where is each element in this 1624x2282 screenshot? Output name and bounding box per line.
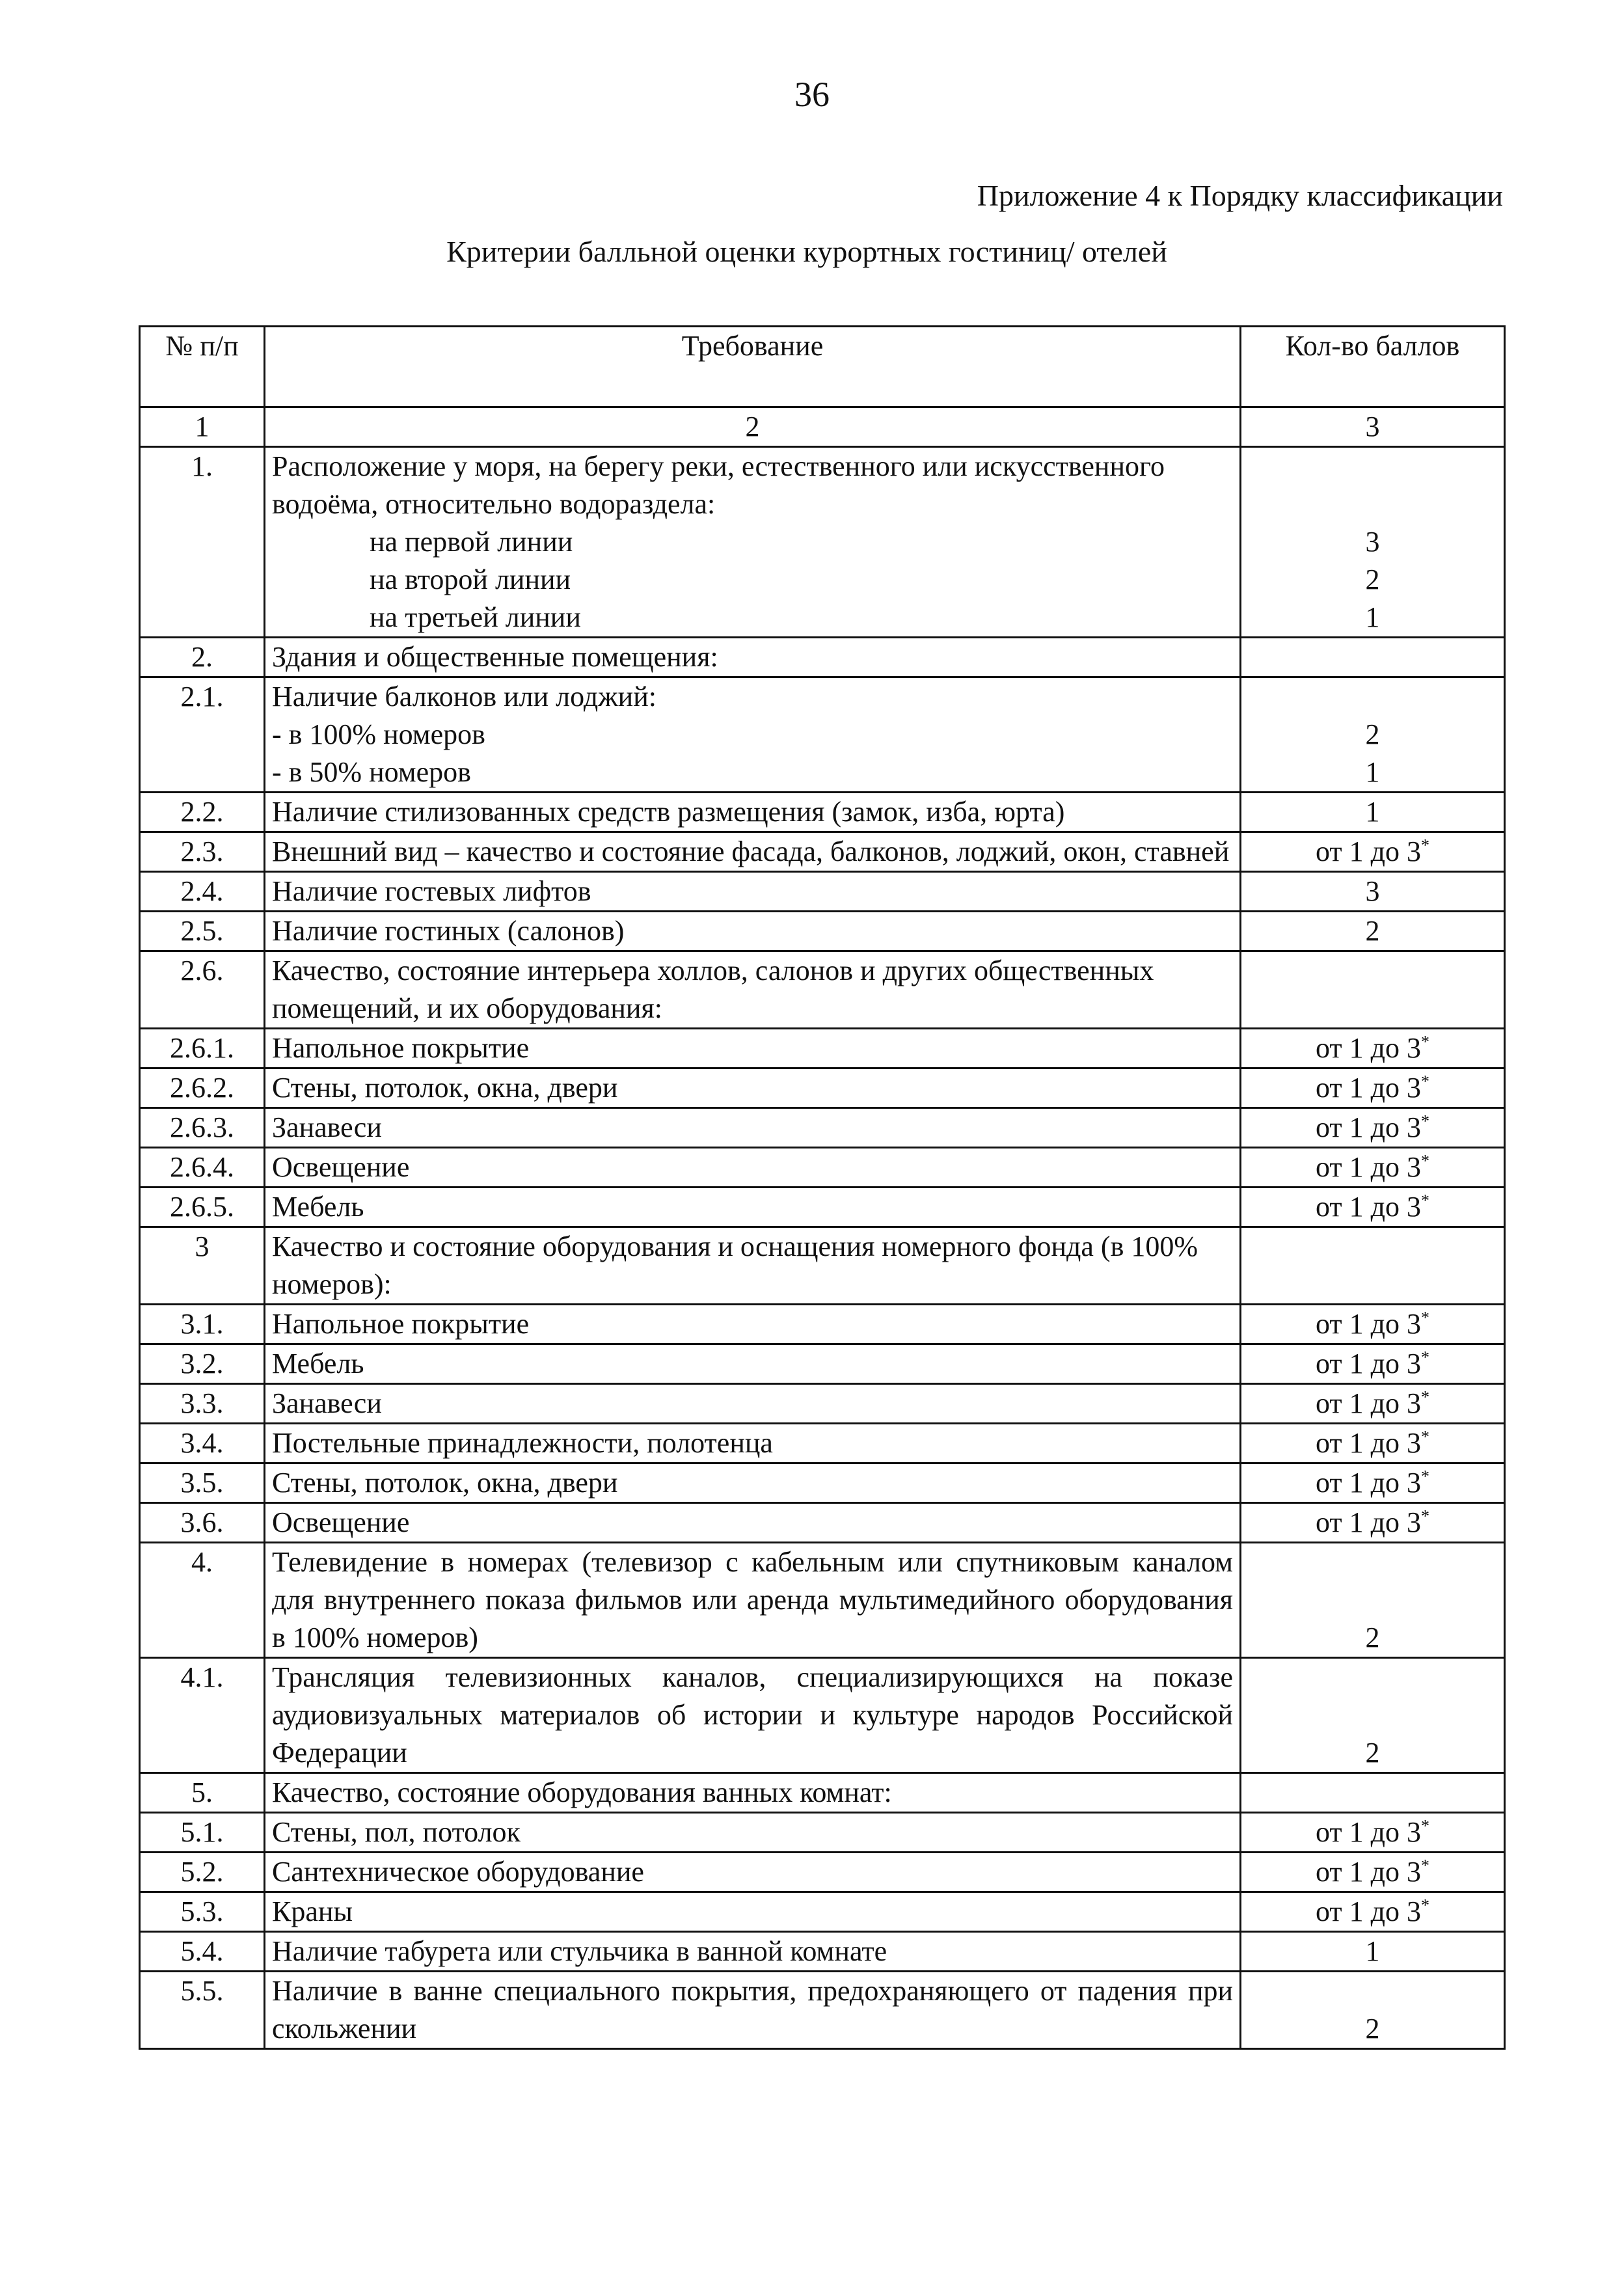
requirement-cell — [265, 1148, 1241, 1188]
points-value: от 1 до 3* — [1315, 1032, 1430, 1064]
row-number: 5.4. — [140, 1932, 265, 1972]
table-row — [140, 447, 1505, 638]
page-number: 36 — [794, 75, 830, 114]
requirement-cell — [265, 912, 1241, 951]
requirement-cell — [265, 1108, 1241, 1148]
table-row — [140, 1344, 1505, 1384]
table-row — [140, 1463, 1505, 1503]
points-value: 1 — [1365, 796, 1380, 828]
index-cell: 3 — [1241, 407, 1505, 447]
requirement-cell — [265, 1424, 1241, 1463]
points-value: от 1 до 3* — [1315, 1427, 1430, 1459]
points-value — [1248, 990, 1497, 1027]
requirement-text: Стены, потолок, окна, двери — [272, 1072, 618, 1104]
requirement-text: Постельные принадлежности, полотенца — [272, 1427, 773, 1459]
requirement-text: Стены, потолок, окна, двери — [272, 1467, 618, 1499]
points-cell — [1241, 1892, 1505, 1932]
points-cell — [1241, 1344, 1505, 1384]
requirement-cell — [265, 1503, 1241, 1543]
requirement-cell — [265, 1773, 1241, 1813]
points-value: 1 — [1365, 1935, 1380, 1967]
points-cell — [1241, 1972, 1505, 2049]
requirement-text: Сантехническое оборудование — [272, 1856, 644, 1888]
row-number: 3.1. — [140, 1305, 265, 1344]
requirement-cell — [265, 677, 1241, 793]
points-cell — [1241, 1853, 1505, 1892]
requirement-cell — [265, 1227, 1241, 1305]
row-number: 5. — [140, 1773, 265, 1813]
table-row — [140, 872, 1505, 912]
requirement-text: Мебель — [272, 1191, 364, 1223]
requirement-cell — [265, 832, 1241, 872]
points-value: от 1 до 3* — [1315, 1387, 1430, 1419]
table-row — [140, 1227, 1505, 1305]
index-cell: 1 — [140, 407, 265, 447]
requirement-cell — [265, 1658, 1241, 1773]
table-row — [140, 832, 1505, 872]
table-row — [140, 638, 1505, 677]
requirement-text: Внешний вид – качество и состояние фасада, балконов, лоджий, окон, ставней — [272, 835, 1230, 867]
points-cell — [1241, 1773, 1505, 1813]
points-cell — [1241, 1543, 1505, 1658]
criteria-table — [139, 325, 1506, 2050]
header-num: № п/п — [140, 327, 265, 407]
row-number: 2.6.3. — [140, 1108, 265, 1148]
requirement-text: Качество, состояние оборудования ванных комнат: — [272, 1776, 892, 1808]
requirement-text: Занавеси — [272, 1387, 382, 1419]
requirement-cell — [265, 1384, 1241, 1424]
requirement-cell — [265, 951, 1241, 1029]
row-number: 5.3. — [140, 1892, 265, 1932]
row-number: 2.1. — [140, 677, 265, 793]
table-row — [140, 1188, 1505, 1227]
points-cell — [1241, 1029, 1505, 1068]
table-row — [140, 1384, 1505, 1424]
points-cell — [1241, 1068, 1505, 1108]
requirement-cell — [265, 447, 1241, 638]
requirement-text: Трансляция телевизионных каналов, специализирующихся на показе аудиовизуальных материалов об истории и культуре народов Российской Федерации — [272, 1661, 1233, 1769]
table-row — [140, 1503, 1505, 1543]
requirement-cell — [265, 1972, 1241, 2049]
requirement-cell — [265, 1813, 1241, 1853]
requirement-cell — [265, 1853, 1241, 1892]
table-row — [140, 1543, 1505, 1658]
points-value: от 1 до 3* — [1315, 1348, 1430, 1379]
requirement-cell — [265, 793, 1241, 832]
requirement-text: Наличие в ванне специального покрытия, предохраняющего от падения при скольжении — [272, 1975, 1233, 2044]
requirement-cell — [265, 872, 1241, 912]
requirement-text: Наличие гостиных (салонов) — [272, 915, 625, 947]
table-row — [140, 1932, 1505, 1972]
requirement-text: Напольное покрытие — [272, 1032, 530, 1064]
document-title: Критерии балльной оценки курортных гостиниц/ отелей — [446, 235, 1167, 268]
points-cell — [1241, 447, 1505, 638]
index-cell: 2 — [265, 407, 1241, 447]
points-cell — [1241, 1463, 1505, 1503]
table-row — [140, 912, 1505, 951]
points-value — [1248, 1774, 1497, 1812]
points-value: 1 — [1365, 601, 1380, 633]
requirement-text: Занавеси — [272, 1111, 382, 1143]
requirement-text: Стены, пол, потолок — [272, 1816, 521, 1848]
row-number: 2.6.4. — [140, 1148, 265, 1188]
points-cell — [1241, 793, 1505, 832]
points-cell — [1241, 1658, 1505, 1773]
requirement-cell — [265, 1068, 1241, 1108]
table-row — [140, 1068, 1505, 1108]
requirement-text: Освещение — [272, 1151, 410, 1183]
points-cell — [1241, 1424, 1505, 1463]
table-row — [140, 1972, 1505, 2049]
requirement-subitem: на второй линии — [370, 564, 571, 595]
requirement-cell — [265, 1892, 1241, 1932]
table-row — [140, 1108, 1505, 1148]
table-row — [140, 793, 1505, 832]
table-row — [140, 677, 1505, 793]
points-value: от 1 до 3* — [1315, 1467, 1430, 1499]
points-value: 2 — [1365, 1737, 1380, 1769]
requirement-text: Краны — [272, 1895, 353, 1927]
points-value: от 1 до 3* — [1315, 835, 1430, 867]
points-cell — [1241, 1503, 1505, 1543]
requirement-text: Телевидение в номерах (телевизор с кабельным или спутниковым каналом для внутреннего показа фильмов или аренда мультимедийного оборудования в 100% номеров) — [272, 1546, 1233, 1653]
points-cell — [1241, 638, 1505, 677]
row-number: 5.2. — [140, 1853, 265, 1892]
row-number: 5.5. — [140, 1972, 265, 2049]
table-row — [140, 1148, 1505, 1188]
row-number: 5.1. — [140, 1813, 265, 1853]
table-row — [140, 1813, 1505, 1853]
requirement-text: Качество, состояние интерьера холлов, салонов и других общественных помещений, и их оборудования: — [272, 955, 1154, 1024]
points-value: 2 — [1365, 1622, 1380, 1653]
points-value — [1248, 638, 1497, 676]
requirement-cell — [265, 1463, 1241, 1503]
points-cell — [1241, 677, 1505, 793]
points-cell — [1241, 951, 1505, 1029]
row-number: 3.2. — [140, 1344, 265, 1384]
points-value: от 1 до 3* — [1315, 1111, 1430, 1143]
appendix-label: Приложение 4 к Порядку классификации — [977, 179, 1503, 212]
points-value: от 1 до 3* — [1315, 1191, 1430, 1223]
points-value: от 1 до 3* — [1315, 1506, 1430, 1538]
requirement-text: Освещение — [272, 1506, 410, 1538]
points-value: 2 — [1365, 915, 1380, 947]
points-cell — [1241, 832, 1505, 872]
requirement-cell — [265, 1188, 1241, 1227]
requirement-cell — [265, 638, 1241, 677]
requirement-cell — [265, 1305, 1241, 1344]
table-row — [140, 1424, 1505, 1463]
points-cell — [1241, 872, 1505, 912]
row-number: 4.1. — [140, 1658, 265, 1773]
points-cell — [1241, 1384, 1505, 1424]
points-value: 2 — [1365, 2013, 1380, 2044]
points-cell — [1241, 1188, 1505, 1227]
row-number: 3 — [140, 1227, 265, 1305]
row-number: 3.5. — [140, 1463, 265, 1503]
points-value — [1248, 485, 1497, 523]
table-row — [140, 951, 1505, 1029]
points-value: от 1 до 3* — [1315, 1816, 1430, 1848]
table-row — [140, 1305, 1505, 1344]
points-value: 3 — [1365, 875, 1380, 907]
table-row — [140, 1658, 1505, 1773]
row-number: 2. — [140, 638, 265, 677]
row-number: 2.4. — [140, 872, 265, 912]
requirement-text: Мебель — [272, 1348, 364, 1379]
points-value: 3 — [1365, 526, 1380, 558]
points-value: от 1 до 3* — [1315, 1072, 1430, 1104]
row-number: 2.6.1. — [140, 1029, 265, 1068]
row-number: 2.5. — [140, 912, 265, 951]
points-cell — [1241, 912, 1505, 951]
points-value — [1248, 1266, 1497, 1303]
row-number: 2.6.5. — [140, 1188, 265, 1227]
requirement-subitem: на первой линии — [370, 526, 573, 558]
row-number: 3.3. — [140, 1384, 265, 1424]
requirement-text: Качество и состояние оборудования и оснащения номерного фонда (в 100% номеров): — [272, 1230, 1198, 1300]
points-value: 2 — [1365, 564, 1380, 595]
requirement-text: Наличие гостевых лифтов — [272, 875, 591, 907]
row-number: 3.6. — [140, 1503, 265, 1543]
table-row — [140, 1773, 1505, 1813]
requirement-subitem: на третьей линии — [370, 601, 581, 633]
points-cell — [1241, 1108, 1505, 1148]
table-index-row — [140, 407, 1505, 447]
requirement-cell — [265, 1543, 1241, 1658]
requirement-text: Здания и общественные помещения: — [272, 641, 718, 673]
points-value: от 1 до 3* — [1315, 1308, 1430, 1340]
row-number: 2.3. — [140, 832, 265, 872]
requirement-subitem: - в 50% номеров — [272, 756, 471, 788]
row-number: 4. — [140, 1543, 265, 1658]
header-requirement: Требование — [265, 327, 1241, 407]
row-number: 1. — [140, 447, 265, 638]
table-row — [140, 1029, 1505, 1068]
points-cell — [1241, 1813, 1505, 1853]
requirement-text: Наличие балконов или лоджий: — [272, 681, 656, 713]
row-number: 3.4. — [140, 1424, 265, 1463]
points-value — [1248, 678, 1497, 716]
requirement-cell — [265, 1029, 1241, 1068]
requirement-text: Расположение у моря, на берегу реки, естественного или искусственного водоёма, относительно водораздела: — [272, 450, 1165, 520]
table-row — [140, 1892, 1505, 1932]
row-number: 2.6.2. — [140, 1068, 265, 1108]
points-cell — [1241, 1305, 1505, 1344]
points-value: от 1 до 3* — [1315, 1895, 1430, 1927]
table-header-row — [140, 327, 1505, 407]
requirement-text: Наличие стилизованных средств размещения (замок, изба, юрта) — [272, 796, 1065, 828]
row-number: 2.6. — [140, 951, 265, 1029]
requirement-text: Наличие табурета или стульчика в ванной комнате — [272, 1935, 887, 1967]
table-row — [140, 1853, 1505, 1892]
points-value: от 1 до 3* — [1315, 1856, 1430, 1888]
row-number: 2.2. — [140, 793, 265, 832]
points-value: от 1 до 3* — [1315, 1151, 1430, 1183]
points-value: 2 — [1365, 718, 1380, 750]
requirement-text: Напольное покрытие — [272, 1308, 530, 1340]
header-points: Кол-во баллов — [1241, 327, 1505, 407]
requirement-cell — [265, 1932, 1241, 1972]
points-cell — [1241, 1932, 1505, 1972]
points-cell — [1241, 1148, 1505, 1188]
requirement-cell — [265, 1344, 1241, 1384]
points-value: 1 — [1365, 756, 1380, 788]
points-cell — [1241, 1227, 1505, 1305]
requirement-subitem: - в 100% номеров — [272, 718, 485, 750]
